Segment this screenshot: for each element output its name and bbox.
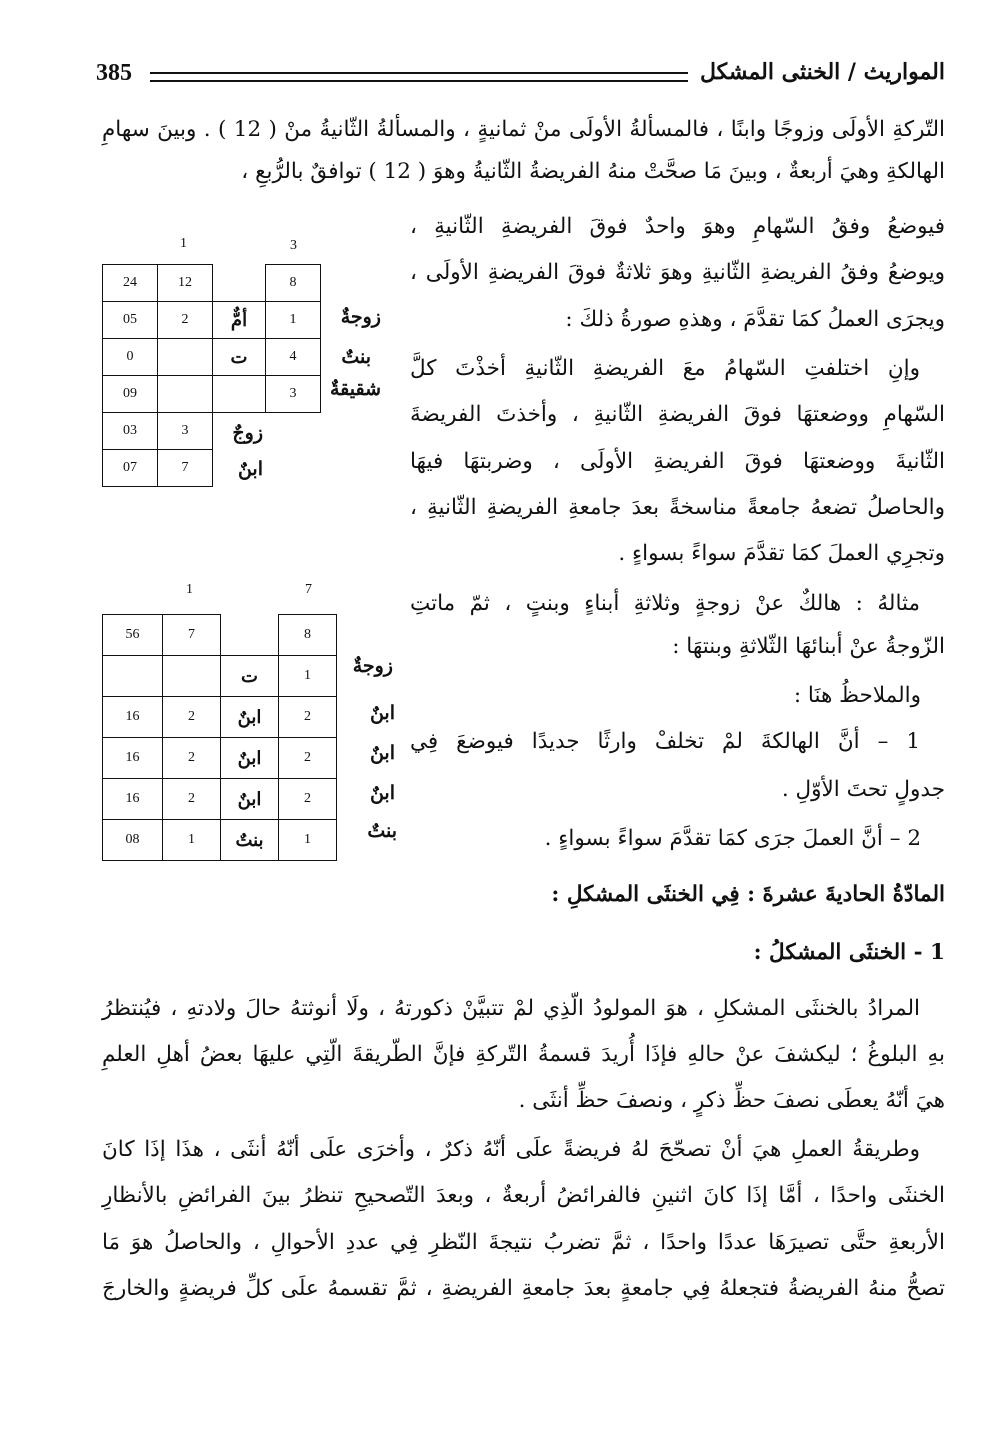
- table-cell: ت: [221, 656, 279, 697]
- table-cell: 56: [103, 615, 163, 656]
- table1: [102, 264, 321, 487]
- table2-heir-label: بنتٌ: [367, 820, 397, 842]
- table-row: [103, 265, 321, 302]
- table-row: [103, 450, 321, 487]
- table-row: [103, 615, 337, 656]
- table2-heir-label: ابنٌ: [369, 742, 395, 764]
- table-cell: 2: [158, 302, 213, 339]
- text-line: جدولٍ تحتَ الأوّلِ .: [781, 777, 945, 802]
- table-row: [103, 738, 337, 779]
- running-title: المواريث / الخنثى المشكل: [700, 59, 945, 85]
- text-line: بهِ البلوغُ ؛ ليكشفَ عنْ حالهِ فإذَا أُريدَ قسمةُ التّركةِ فإنَّ الطّريقةَ الّتِي عليهَا بعضُ أهلِ العلمِ: [102, 1042, 945, 1067]
- text-line: فيوضعُ وفقُ السّهامِ وهوَ واحدٌ فوقَ الفريضةِ الثّانيةِ ،: [410, 214, 945, 239]
- table-cell: 0: [103, 339, 158, 376]
- sub-heading: 1 - الخنثَى المشكلُ :: [753, 940, 945, 965]
- table-cell: 1: [266, 302, 321, 339]
- table-cell: ابنٌ: [221, 697, 279, 738]
- table-cell: [266, 413, 321, 450]
- table-cell: 07: [103, 450, 158, 487]
- table-cell: ابنٌ: [221, 779, 279, 820]
- page-number: 385: [96, 60, 132, 86]
- text-line: وتجرِي العملَ كمَا تقدَّمَ سواءً بسواءٍ .: [618, 541, 945, 566]
- table-cell: 12: [158, 265, 213, 302]
- table-cell: 3: [158, 413, 213, 450]
- text-line: التّركةِ الأولَى وزوجًا وابنًا ، فالمسألةُ الأولَى منْ ثمانيةٍ ، والمسألةُ الثّانيةُ منْ ( 12 ) . وبينَ سهامِ: [102, 117, 945, 142]
- table-cell: 2: [163, 779, 221, 820]
- table-cell: 16: [103, 697, 163, 738]
- table1-heir-label: زوجةٌ: [340, 306, 381, 328]
- table-cell: [158, 339, 213, 376]
- table-cell: 3: [266, 376, 321, 413]
- table-cell: 1: [279, 656, 337, 697]
- text-line: ويجرَى العملُ كمَا تقدَّمَ ، وهذهِ صورةُ ذلكَ :: [565, 307, 945, 332]
- table-cell: [213, 265, 266, 302]
- text-line: ويوضعُ وفقُ الفريضةِ الثّانيةِ وهوَ ثلاثةٌ فوقَ الفريضةِ الأولَى ،: [410, 260, 945, 285]
- table-cell: [158, 376, 213, 413]
- table-cell: 08: [103, 820, 163, 861]
- table-cell: 2: [279, 738, 337, 779]
- table-cell: 7: [163, 615, 221, 656]
- table-cell: 8: [266, 265, 321, 302]
- table-cell: 8: [279, 615, 337, 656]
- table1-col-number: 3: [290, 238, 297, 253]
- table-cell: [266, 450, 321, 487]
- table-cell: 2: [279, 779, 337, 820]
- table-cell: 2: [163, 697, 221, 738]
- text-line: تصحُّ منهُ الفريضةُ فتجعلهُ فِي جامعةٍ بعدَ جامعةِ الفريضةِ ، ثمَّ تقسمهُ علَى كلِّ فريضةٍ والخارجَ: [102, 1276, 945, 1301]
- table2: [102, 614, 337, 861]
- text-line: المرادُ بالخنثَى المشكلِ ، هوَ المولودُ الّذِي لمْ تتبيَّنْ ذكورتهُ ، ولَا أنوثتهُ حالَ ولادتهِ ، فيُنتظرُ: [102, 996, 920, 1021]
- table-cell: أمٌّ: [213, 302, 266, 339]
- table-cell: 09: [103, 376, 158, 413]
- table1-col-number: 1: [180, 236, 187, 251]
- table1-heir-label: ابنٌ: [237, 458, 263, 480]
- text-line: وطريقةُ العملِ هيَ أنْ تصحّحَ لهُ فريضةً علَى أنّهُ ذكرٌ ، وأخرَى علَى أنّهُ أنثَى ، هذَا إذَا كانَ: [102, 1137, 920, 1162]
- table1-heir-label: شقيقةٌ: [329, 378, 381, 400]
- table2-col-number: 7: [305, 582, 312, 597]
- table-cell: 16: [103, 738, 163, 779]
- table-cell: 2: [163, 738, 221, 779]
- table-cell: 4: [266, 339, 321, 376]
- text-line: 1 – أنَّ الهالكةَ لمْ تخلفْ وارثًا جديدًا فيوضعَ فِي: [410, 729, 920, 754]
- text-line: السّهامِ ووضعتهَا فوقَ الفريضةِ الثّانيةِ ، وأخذتَ الفريضةَ: [410, 402, 945, 427]
- text-line: والملاحظُ هنَا :: [793, 683, 921, 708]
- table-row: [103, 820, 337, 861]
- table-cell: بنتٌ: [221, 820, 279, 861]
- table-row: [103, 697, 337, 738]
- text-line: الزّوجةُ عنْ أبنائهَا الثّلاثةِ وبنتهَا :: [672, 634, 945, 659]
- table-cell: [221, 615, 279, 656]
- table1-heir-label: بنتٌ: [341, 346, 371, 368]
- text-line: مثالهُ : هالكٌ عنْ زوجةٍ وثلاثةِ أبناءٍ وبنتٍ ، ثمّ ماتتِ: [410, 591, 920, 616]
- text-line: وإنِ اختلفتِ السّهامُ معَ الفريضةِ الثّانيةِ أخذْتَ كلَّ: [410, 356, 920, 381]
- table-row: [103, 413, 321, 450]
- table-row: [103, 339, 321, 376]
- table-cell: 03: [103, 413, 158, 450]
- table2-heir-label: ابنٌ: [369, 782, 395, 804]
- table-row: [103, 656, 337, 697]
- text-line: الخنثَى واحدًا ، أمَّا إذَا كانَ اثنينِ فالفرائضُ أربعةٌ ، وبعدَ التّصحيحِ تنظرُ بينَ الفرائضِ بالأنظارِ: [102, 1183, 945, 1208]
- table2-heir-label: ابنٌ: [369, 702, 395, 724]
- text-line: هيَ أنّهُ يعطَى نصفَ حظِّ ذكرٍ ، ونصفَ حظِّ أنثَى .: [518, 1088, 945, 1113]
- text-line: الثّانيةَ ووضعتهَا فوقَ الفريضةِ الأولَى ، وضربتهَا فيهَا: [410, 449, 945, 474]
- table1-heir-label: زوجٌ: [232, 422, 263, 444]
- table-cell: 7: [158, 450, 213, 487]
- table-cell: 16: [103, 779, 163, 820]
- text-line: 2 – أنَّ العملَ جرَى كمَا تقدَّمَ سواءً بسواءٍ .: [544, 826, 921, 851]
- text-line: والحاصلُ تضعهُ جامعةً مناسخةً بعدَ جامعةِ الفريضةِ الثّانيةِ ،: [410, 495, 945, 520]
- table2-heir-label: زوجةٌ: [352, 655, 393, 677]
- table-cell: [163, 656, 221, 697]
- table-cell: ابنٌ: [221, 738, 279, 779]
- header-rule: [150, 72, 688, 82]
- text-line: الأربعةِ حتَّى تصيرَهَا عددًا واحدًا ، ثمَّ تضربُ نتيجةَ النّظرِ فِي عددِ الأحوالِ ، والحاصلُ هوَ مَا: [102, 1230, 945, 1255]
- table-cell: ت: [213, 339, 266, 376]
- table-cell: 2: [279, 697, 337, 738]
- table-row: [103, 779, 337, 820]
- table-cell: 1: [279, 820, 337, 861]
- table-cell: 24: [103, 265, 158, 302]
- section-heading: المادّةُ الحاديةَ عشرةَ : فِي الخنثَى المشكلِ :: [551, 882, 945, 907]
- text-line: الهالكةِ وهيَ أربعةٌ ، وبينَ مَا صحَّتْ منهُ الفريضةُ الثّانيةُ وهوَ ( 12 ) توافقٌ بالرُّبعِ ،: [241, 159, 945, 184]
- table-cell: 05: [103, 302, 158, 339]
- table-row: [103, 376, 321, 413]
- table-cell: 1: [163, 820, 221, 861]
- table-row: [103, 302, 321, 339]
- table2-col-number: 1: [186, 582, 193, 597]
- table-cell: [213, 376, 266, 413]
- table-cell: [103, 656, 163, 697]
